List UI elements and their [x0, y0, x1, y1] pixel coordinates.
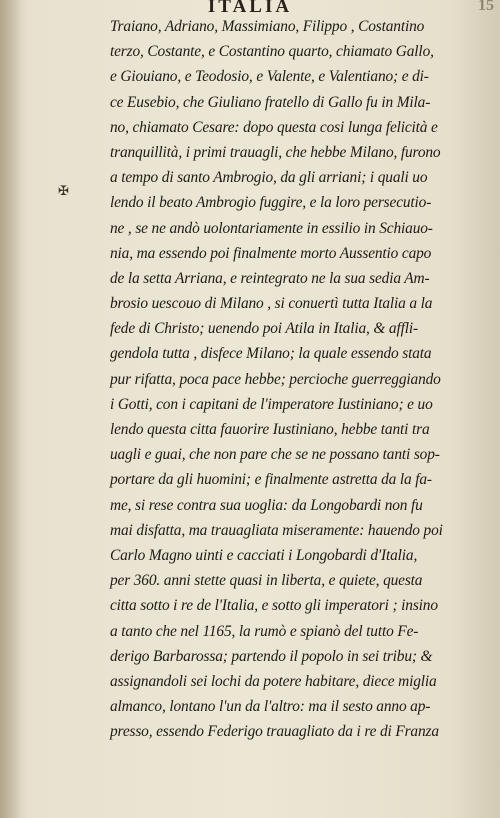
text-line: brosio uescouo di Milano , si conuertì tutta Italia a la — [110, 295, 433, 313]
page-number: 15 — [478, 0, 494, 14]
text-line: per 360. anni stette quasi in liberta, e quiete, questa — [110, 572, 423, 590]
text-line: derigo Barbarossa; partendo il popolo in sei tribu; & — [110, 647, 433, 665]
text-line: tranquillità, i primi trauagli, che hebbe Milano, furono — [110, 143, 441, 161]
text-line: Carlo Magno uinti e cacciati i Longobardi d'Italia, — [110, 546, 418, 564]
text-line: Traiano, Adriano, Massimiano, Filippo , Costantino — [110, 18, 425, 35]
text-line: ce Eusebio, che Giuliano fratello di Gallo fu in Mila- — [110, 93, 431, 111]
text-line: portare da gli huomini; e finalmente astretta da la fa- — [110, 471, 432, 489]
text-line: a tempo di santo Ambrogio, da gli arriani; i quali uo — [110, 169, 428, 187]
text-line: no, chiamato Cesare: dopo questa cosi lunga felicità e — [110, 118, 438, 136]
text-line: ne , se ne andò uolontariamente in essilio in Schiauo- — [110, 219, 433, 237]
text-line: presso, essendo Federigo trauagliato da i re di Franza — [110, 723, 439, 741]
text-line: lendo il beato Ambrogio fuggire, e la loro persecutio- — [110, 194, 432, 212]
text-line: mai disfatta, ma trauagliata miseramente: hauendo poi — [110, 521, 443, 539]
text-line: uagli e guai, che non pare che se ne possano tanti sop- — [110, 446, 440, 464]
text-line: i Gotti, con i capitani de l'imperatore Iustiniano; e uo — [110, 395, 433, 413]
margin-mark: ✠ — [58, 183, 69, 198]
running-head: ITALIA — [207, 0, 293, 17]
text-line: nia, ma essendo poi finalmente morto Aussentio capo — [110, 244, 432, 262]
text-line: fede di Christo; uenendo poi Atila in Italia, & affli- — [110, 320, 418, 338]
text-line: terzo, Costante, e Costantino quarto, chiamato Gallo, — [110, 43, 434, 61]
text-line: e Giouiano, e Teodosio, e Valente, e Valentiano; e di- — [110, 68, 429, 86]
text-line: citta sotto i re de l'Italia, e sotto gli imperatori ; insino — [110, 597, 438, 615]
text-line: almanco, lontano l'un da l'altro: ma il sesto anno ap- — [110, 698, 431, 716]
text-line: assignandoli sei lochi da potere habitare, diece miglia — [110, 672, 437, 690]
text-line: gendola tutta , disfece Milano; la quale essendo stata — [110, 345, 432, 363]
text-line: lendo questa citta fauorire Iustiniano, hebbe tanti tra — [110, 421, 430, 438]
text-line: de la setta Arriana, e reintegrato ne la sua sedia Am- — [110, 269, 430, 287]
text-line: a tanto che nel 1165, la rumò e spianò del tutto Fe- — [110, 622, 419, 640]
text-line: me, si rese contra sua uoglia: da Longobardi non fu — [110, 496, 423, 514]
text-line: pur rifatta, poca pace hebbe; percioche guerreggiando — [110, 370, 441, 388]
body-text — [110, 14, 470, 744]
